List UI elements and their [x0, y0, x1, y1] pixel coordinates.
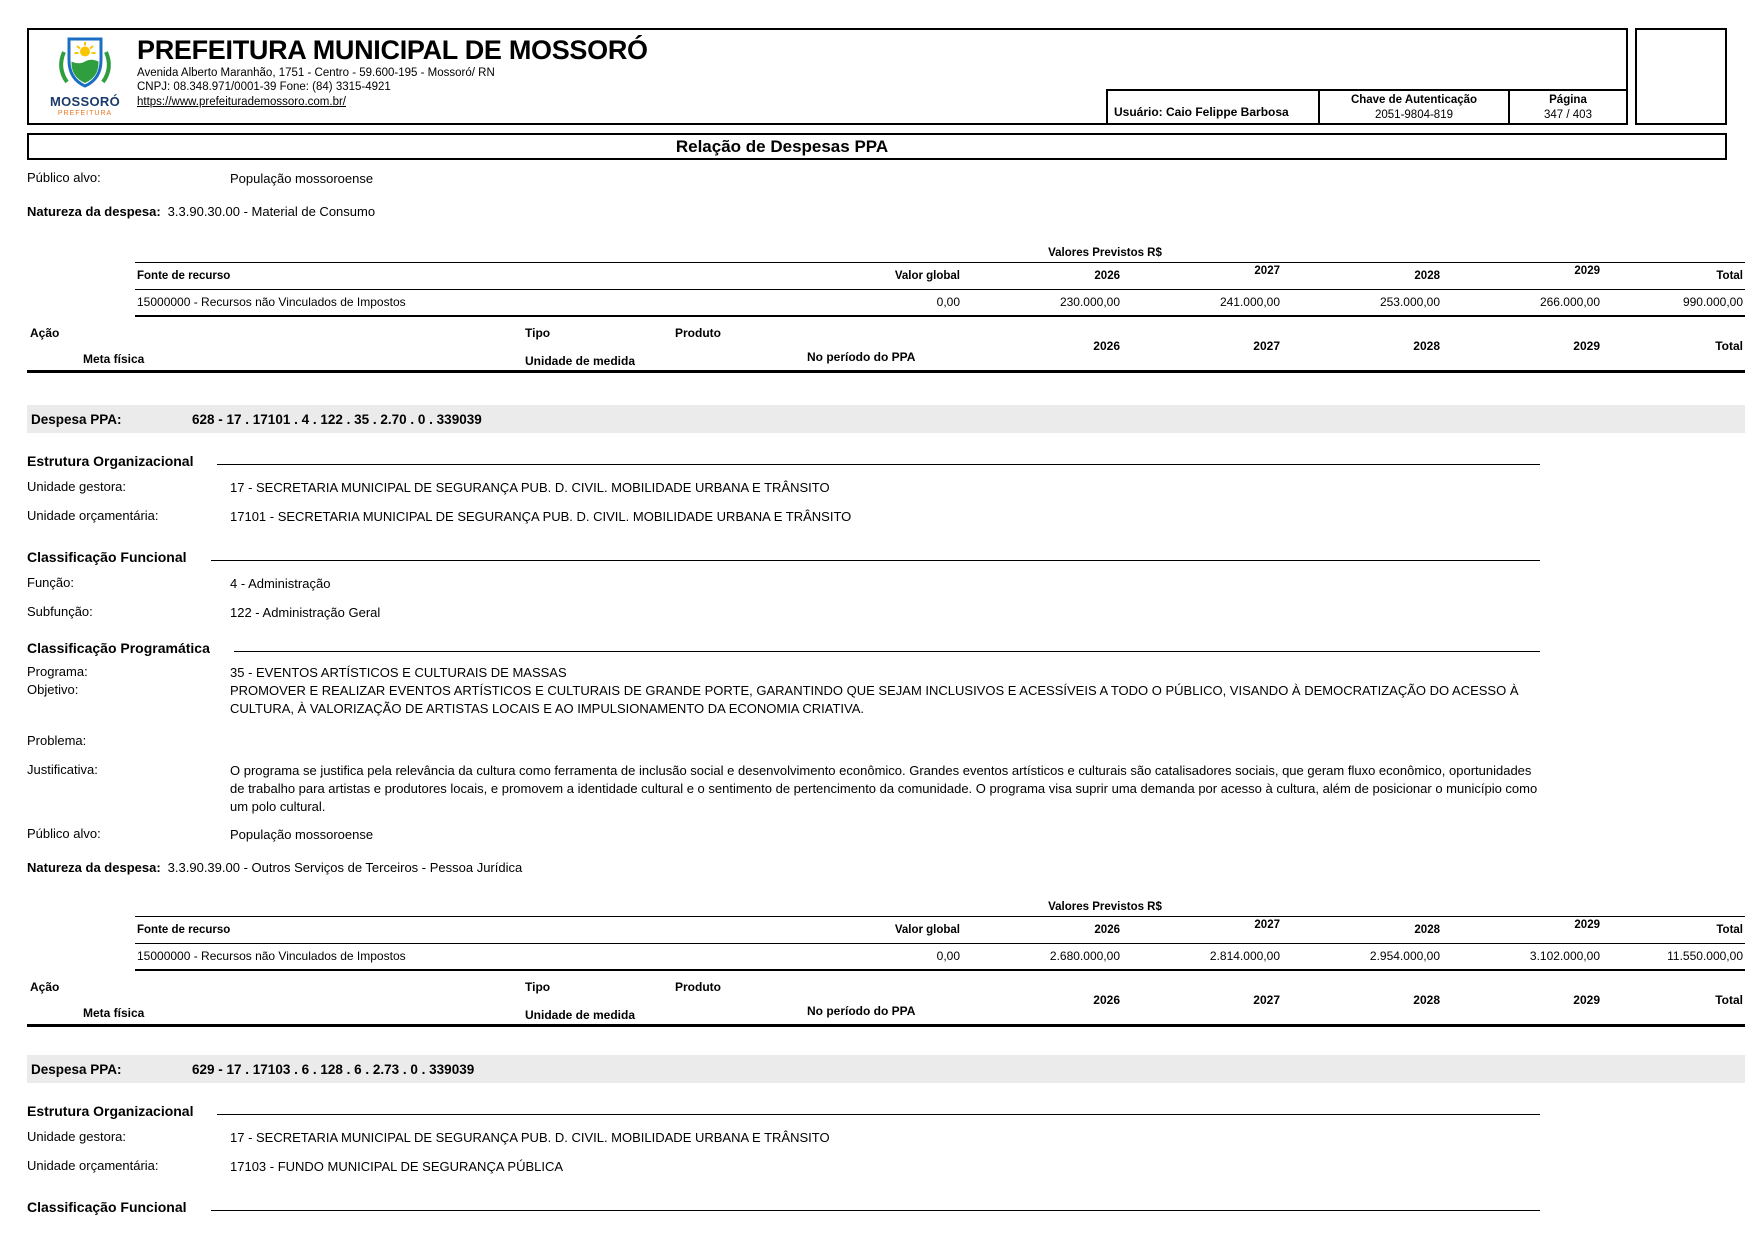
- col-tipo: Tipo: [525, 326, 551, 341]
- unidade-orcamentaria-value: 17101 - SECRETARIA MUNICIPAL DE SEGURANÇA PUB. D. CIVIL. MOBILIDADE URBANA E TRÂNSITO: [230, 509, 852, 525]
- unidade-gestora-row: [27, 479, 1549, 497]
- user-label: Usuário: Caio Felippe Barbosa: [1106, 89, 1318, 123]
- funcao-value: 4 - Administração: [230, 575, 331, 591]
- fonte-recurso-table-2: [135, 916, 1745, 971]
- funcao-label: Função:: [27, 574, 74, 590]
- despesa-ppa-label: Despesa PPA:: [31, 411, 122, 427]
- natureza-despesa-row: [27, 204, 1755, 219]
- report-title: Relação de Despesas PPA: [27, 133, 1727, 160]
- col-2026: 2026: [1093, 339, 1120, 354]
- col-2027: 2027: [1253, 339, 1280, 354]
- auth-key-value: 2051-9804-819: [1374, 108, 1453, 121]
- page-number-label: Página: [1549, 94, 1587, 106]
- cell-2029: 3.102.000,00: [1529, 949, 1600, 964]
- unidade-gestora-value: 17 - SECRETARIA MUNICIPAL DE SEGURANÇA PUB. D. CIVIL. MOBILIDADE URBANA E TRÂNSITO: [230, 480, 830, 496]
- col-valor-global: Valor global: [894, 270, 960, 283]
- publico-alvo-label: Público alvo:: [27, 170, 101, 185]
- natureza-despesa-label: Natureza da despesa:: [27, 204, 161, 220]
- cell-valor-global: 0,00: [936, 295, 960, 310]
- natureza-despesa-value: 3.3.90.39.00 - Outros Serviços de Terceiros - Pessoa Jurídica: [167, 860, 523, 876]
- heading-rule: [217, 1103, 1540, 1115]
- auth-key-cell: [1318, 89, 1508, 123]
- heading-rule: [234, 640, 1540, 652]
- cell-2029: 266.000,00: [1539, 295, 1600, 310]
- publico-alvo-value: População mossoroense: [230, 827, 374, 843]
- col-produto: Produto: [675, 326, 721, 341]
- unidade-orcamentaria-row: [27, 508, 1549, 526]
- problema-value: [230, 733, 1549, 748]
- problema-row: [27, 733, 1549, 748]
- org-address: Avenida Alberto Maranhão, 1751 - Centro - 59.600-195 - Mossoró/ RN: [137, 66, 495, 79]
- objetivo-label: Objetivo:: [27, 682, 79, 698]
- subfuncao-label: Subfunção:: [27, 603, 93, 619]
- col-acao: Ação: [30, 980, 60, 995]
- col-2028: 2028: [1414, 924, 1440, 937]
- table-row: [135, 944, 1745, 969]
- funcao-row: [27, 575, 1549, 593]
- corner-box: [1635, 28, 1727, 125]
- natureza-despesa-row: [27, 860, 1755, 875]
- cell-2027: 2.814.000,00: [1209, 949, 1280, 964]
- section-heading-text: Classificação Programática: [27, 639, 210, 656]
- heading-rule: [217, 453, 1540, 465]
- cell-total: 11.550.000,00: [1667, 949, 1743, 964]
- unidade-gestora-label: Unidade gestora:: [27, 479, 127, 495]
- cell-valor-global: 0,00: [936, 949, 960, 964]
- col-unidade-medida: Unidade de medida: [525, 354, 636, 369]
- cell-2028: 253.000,00: [1379, 295, 1440, 310]
- cell-2026: 230.000,00: [1059, 295, 1120, 310]
- header-box: [27, 28, 1628, 125]
- despesa-ppa-code: 628 - 17 . 17101 . 4 . 122 . 35 . 2.70 . 0 . 339039: [192, 411, 482, 427]
- col-total: Total: [1716, 270, 1743, 283]
- col-no-periodo-ppa: No período do PPA: [807, 1004, 916, 1019]
- col-unidade-medida: Unidade de medida: [525, 1008, 636, 1023]
- despesa-ppa-bar-628: [27, 405, 1745, 433]
- classificacao-funcional-heading: [27, 549, 1540, 565]
- cell-fonte: 15000000 - Recursos não Vinculados de Impostos: [137, 949, 406, 964]
- col-no-periodo-ppa: No período do PPA: [807, 350, 916, 365]
- heading-rule: [211, 549, 1541, 561]
- objetivo-value: PROMOVER E REALIZAR EVENTOS ARTÍSTICOS E CULTURAIS DE GRANDE PORTE, GARANTINDO QUE SEJAM INCLUSIVOS E ACESSÍVEIS A TODO O PÚBLICO, VISANDO À DEMOCRATIZAÇÃO DO ACESSO À CULTURA, À VALORIZAÇÃO DE ARTISTAS LOCAIS E AO IMPULSIONAMENTO DA ECONOMIA CRIATIVA.: [230, 683, 1519, 717]
- acao-header-block-1: [27, 321, 1745, 373]
- cell-2027: 241.000,00: [1219, 295, 1280, 310]
- problema-label: Problema:: [27, 732, 87, 748]
- page-header: [27, 28, 1727, 125]
- col-meta-fisica: Meta física: [83, 352, 145, 367]
- valores-previstos-caption: Valores Previstos R$: [1048, 901, 1162, 914]
- estrutura-organizacional-heading: [27, 1103, 1540, 1119]
- justificativa-value: O programa se justifica pela relevância da cultura como ferramenta de inclusão social e desenvolvimento econômico. Grandes eventos artísticos e culturais são catalisadores sociais, que geram fluxo econômico, oportunidades de trabalho para artistas e produtores locais, e promovem a identidade cultural e o sentimento de pertencimento da comunidade. O programa visa suprir uma demanda por acesso à cultura, além de posicionar o município como um polo cultural.: [230, 762, 1538, 814]
- auth-table: [1106, 89, 1626, 123]
- unidade-orcamentaria-value: 17103 - FUNDO MUNICIPAL DE SEGURANÇA PÚBLICA: [230, 1159, 564, 1175]
- col-fonte-recurso: Fonte de recurso: [137, 270, 231, 283]
- col-produto: Produto: [675, 980, 721, 995]
- mossoro-crest-logo: [45, 36, 125, 117]
- cell-2026: 2.680.000,00: [1049, 949, 1120, 964]
- col-2029: 2029: [1574, 919, 1600, 932]
- section-heading-text: Classificação Funcional: [27, 548, 187, 565]
- cell-2028: 2.954.000,00: [1369, 949, 1440, 964]
- org-cnpj-phone: CNPJ: 08.348.971/0001-39 Fone: (84) 3315-4921: [137, 81, 391, 94]
- col-2029: 2029: [1573, 993, 1600, 1008]
- org-name: PREFEITURA MUNICIPAL DE MOSSORÓ: [137, 35, 648, 65]
- table-row: [135, 290, 1745, 315]
- programa-value: 35 - EVENTOS ARTÍSTICOS E CULTURAIS DE MASSAS: [230, 664, 567, 680]
- despesa-ppa-label: Despesa PPA:: [31, 1061, 122, 1077]
- org-website-link[interactable]: https://www.prefeiturademossoro.com.br/: [137, 95, 346, 108]
- col-total: Total: [1716, 924, 1743, 937]
- cell-fonte: 15000000 - Recursos não Vinculados de Impostos: [137, 295, 406, 310]
- col-valor-global: Valor global: [894, 924, 960, 937]
- justificativa-row: [27, 762, 1549, 817]
- publico-alvo-row: [27, 170, 1549, 188]
- despesa-ppa-code: 629 - 17 . 17103 . 6 . 128 . 6 . 2.73 . 0 . 339039: [192, 1061, 475, 1077]
- objetivo-row: [27, 682, 1549, 718]
- unidade-gestora-label: Unidade gestora:: [27, 1129, 127, 1145]
- page-number-cell: [1508, 89, 1626, 123]
- col-acao: Ação: [30, 326, 60, 341]
- auth-key-label: Chave de Autenticação: [1350, 94, 1478, 106]
- table-header-row: [135, 917, 1745, 944]
- col-2028: 2028: [1413, 993, 1440, 1008]
- heading-rule: [211, 1199, 1541, 1211]
- col-meta-fisica: Meta física: [83, 1006, 145, 1021]
- col-2029: 2029: [1574, 265, 1600, 278]
- fonte-recurso-table-1: [135, 262, 1745, 317]
- unidade-orcamentaria-label: Unidade orçamentária:: [27, 1158, 159, 1174]
- subfuncao-value: 122 - Administração Geral: [230, 604, 381, 620]
- col-2028: 2028: [1414, 270, 1440, 283]
- natureza-despesa-label: Natureza da despesa:: [27, 860, 161, 876]
- justificativa-label: Justificativa:: [27, 761, 98, 777]
- col-2027: 2027: [1253, 993, 1280, 1008]
- col-total: Total: [1715, 993, 1743, 1008]
- subfuncao-row: [27, 604, 1549, 622]
- acao-header-block-2: [27, 975, 1745, 1027]
- col-fonte-recurso: Fonte de recurso: [137, 924, 231, 937]
- col-2028: 2028: [1413, 339, 1440, 354]
- section-heading-text: Estrutura Organizacional: [27, 453, 194, 470]
- col-2027: 2027: [1254, 919, 1280, 932]
- col-2026: 2026: [1093, 993, 1120, 1008]
- col-2029: 2029: [1573, 339, 1600, 354]
- unidade-gestora-value: 17 - SECRETARIA MUNICIPAL DE SEGURANÇA PUB. D. CIVIL. MOBILIDADE URBANA E TRÂNSITO: [230, 1130, 830, 1146]
- table-header-row: [135, 263, 1745, 290]
- unidade-gestora-row: [27, 1129, 1549, 1147]
- col-total: Total: [1715, 339, 1743, 354]
- publico-alvo-label: Público alvo:: [27, 826, 101, 842]
- unidade-orcamentaria-row: [27, 1158, 1549, 1176]
- classificacao-funcional-heading: [27, 1199, 1540, 1215]
- unidade-orcamentaria-label: Unidade orçamentária:: [27, 508, 159, 524]
- page-number-value: 347 / 403: [1544, 108, 1592, 121]
- publico-alvo-row: [27, 826, 1549, 844]
- natureza-despesa-value: 3.3.90.30.00 - Material de Consumo: [167, 204, 376, 220]
- despesa-ppa-bar-629: [27, 1055, 1745, 1083]
- col-tipo: Tipo: [525, 980, 551, 995]
- section-heading-text: Classificação Funcional: [27, 1198, 187, 1215]
- crest-shield-icon: [54, 36, 116, 90]
- logo-subtitle: PREFEITURA: [57, 110, 113, 117]
- valores-previstos-caption: Valores Previstos R$: [1048, 247, 1162, 260]
- classificacao-programatica-heading: [27, 640, 1540, 656]
- col-2026: 2026: [1094, 924, 1120, 937]
- logo-city-name: MOSSORÓ: [50, 94, 120, 109]
- col-2026: 2026: [1094, 270, 1120, 283]
- section-heading-text: Estrutura Organizacional: [27, 1103, 194, 1120]
- programa-label: Programa:: [27, 663, 88, 679]
- estrutura-organizacional-heading: [27, 453, 1540, 469]
- cell-total: 990.000,00: [1682, 295, 1743, 310]
- programa-row: [27, 664, 1549, 682]
- publico-alvo-value: População mossoroense: [230, 171, 374, 186]
- col-2027: 2027: [1254, 265, 1280, 278]
